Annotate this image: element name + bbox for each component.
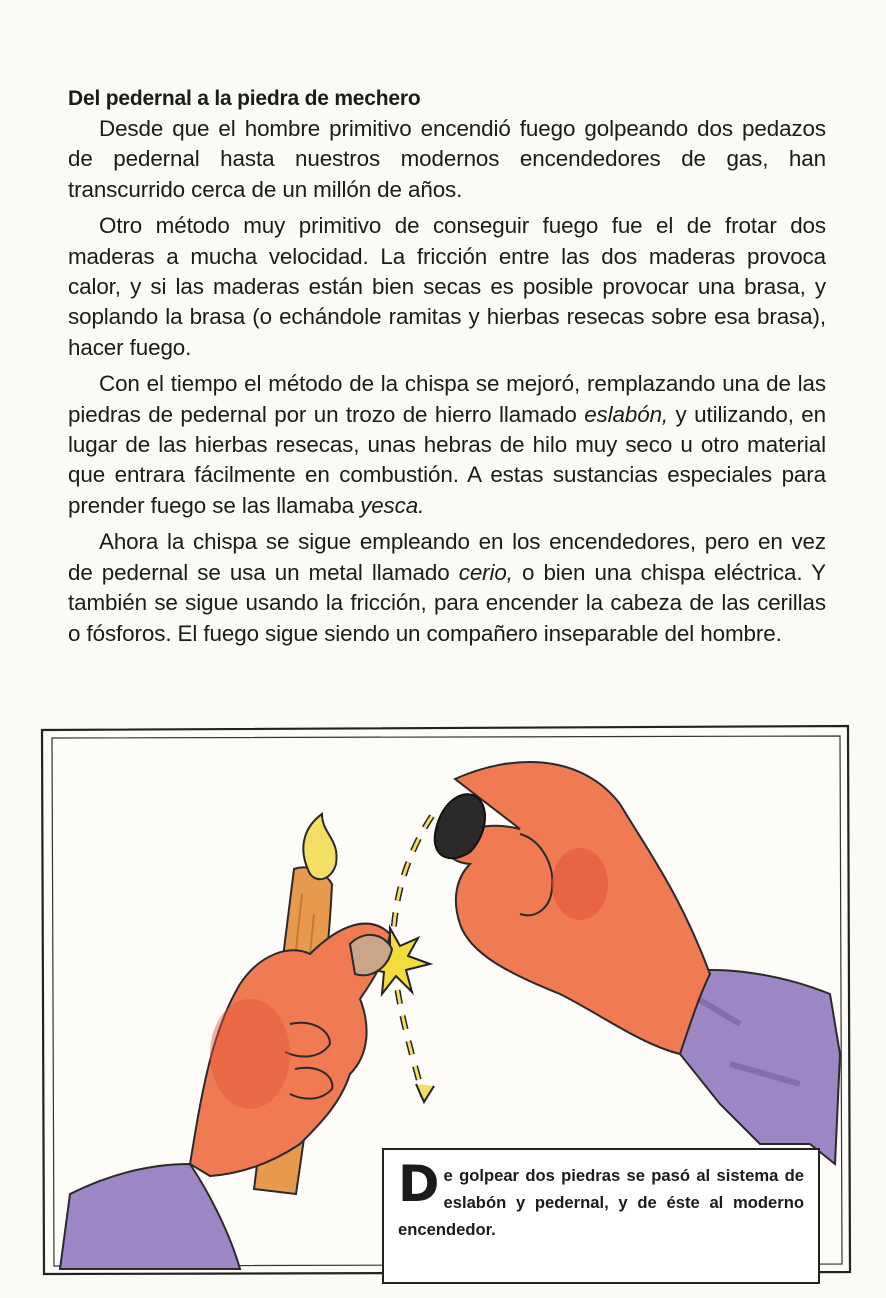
article-title: Del pedernal a la piedra de mechero	[68, 87, 421, 110]
paragraph	[68, 211, 826, 363]
italic-term: eslabón,	[584, 401, 669, 427]
caption-text: e golpear dos piedras se pasó al sistema de eslabón y pedernal, y de éste al moderno encendedor.	[398, 1166, 804, 1239]
article	[68, 86, 826, 655]
italic-term: yesca.	[360, 492, 425, 518]
paragraph-text: y utilizando, en lugar de las hierbas resecas, unas hebras de hilo muy seco u otro material que entrara fácilmente en combustión. A estas sustancias especiales para prender fuego se las llamaba	[68, 401, 826, 518]
caption-dropcap: D	[398, 1155, 440, 1213]
paragraph	[68, 369, 826, 521]
paragraph	[68, 114, 826, 205]
paragraph-text: Otro método muy primitivo de conseguir fuego fue el de frotar dos maderas a mucha velocidad. La fricción entre las dos maderas provoca calor, y si las maderas están bien secas es posible provocar una brasa, y soplando la brasa (o echándole ramitas y hierbas resecas sobre esa brasa), hacer fuego.	[68, 213, 826, 360]
paragraph-text: Con el tiempo el método de la chispa se mejoró, remplazando una de las piedras de pedernal por un trozo de hierro llamado	[68, 371, 826, 427]
paragraph-text: o bien una chispa eléctrica. Y también se sigue usando la fricción, para encender la cabeza de las cerillas o fósforos. El fuego sigue siendo un compañero inseparable del hombre.	[68, 559, 826, 646]
italic-term: cerio,	[458, 559, 513, 585]
article-body	[68, 114, 826, 649]
paragraph-text: Ahora la chispa se sigue empleando en los encendedores, pero en vez de pedernal se usa un metal llamado	[68, 529, 826, 585]
paragraph-text: Desde que el hombre primitivo encendió fuego golpeando dos pedazos de pedernal hasta nuestros modernos encendedores de gas, han transcurrido cerca de un millón de años.	[68, 116, 826, 202]
paragraph	[68, 527, 826, 649]
caption-box	[382, 1148, 820, 1284]
